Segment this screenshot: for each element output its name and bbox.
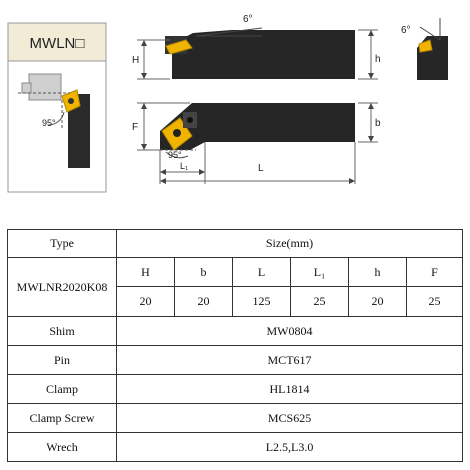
row-label-clamp-screw: Clamp Screw xyxy=(8,404,117,433)
val-h: 20 xyxy=(349,287,407,317)
model-label: MWLN□ xyxy=(29,35,85,52)
row-value-clamp: HL1814 xyxy=(117,375,463,404)
size-header: Size(mm) xyxy=(117,230,463,258)
table-header-row xyxy=(8,230,463,258)
col-H: H xyxy=(117,258,175,287)
inset-angle: 95° xyxy=(42,118,56,128)
dim-h: h xyxy=(375,54,381,65)
table-row xyxy=(8,433,463,462)
row-value-shim: MW0804 xyxy=(117,317,463,346)
end-insert xyxy=(419,40,432,52)
type-header: Type xyxy=(8,230,117,258)
plan-angle: 95° xyxy=(168,150,182,160)
dim-F: F xyxy=(132,122,139,133)
spec-table xyxy=(7,229,463,462)
col-L: L xyxy=(233,258,291,287)
holder-end-view xyxy=(401,18,448,80)
model-cell: MWLNR2020K08 xyxy=(8,258,117,317)
row-value-clamp-screw: MCS625 xyxy=(117,404,463,433)
table-row xyxy=(8,346,463,375)
row-label-shim: Shim xyxy=(8,317,117,346)
dim-b: b xyxy=(375,118,381,129)
col-b: b xyxy=(175,258,233,287)
dimension-header-row xyxy=(8,258,463,287)
table-row xyxy=(8,375,463,404)
side-angle: 6° xyxy=(401,25,411,36)
row-label-clamp: Clamp xyxy=(8,375,117,404)
table-row xyxy=(8,404,463,433)
inset-panel xyxy=(8,23,106,192)
holder-elevation xyxy=(132,14,381,79)
tool-drawing xyxy=(0,0,470,205)
top-angle: 6° xyxy=(243,14,253,25)
row-value-wrench: L2.5,L3.0 xyxy=(117,433,463,462)
row-value-pin: MCT617 xyxy=(117,346,463,375)
val-L1: 25 xyxy=(291,287,349,317)
val-L: 125 xyxy=(233,287,291,317)
col-F: F xyxy=(407,258,463,287)
row-label-wrench: Wrech xyxy=(8,433,117,462)
val-b: 20 xyxy=(175,287,233,317)
val-F: 25 xyxy=(407,287,463,317)
holder-plan xyxy=(132,103,381,184)
table-row xyxy=(8,317,463,346)
val-H: 20 xyxy=(117,287,175,317)
dim-L1: L₁ xyxy=(180,161,189,171)
col-L1: L₁ xyxy=(291,258,349,287)
dim-H: H xyxy=(132,55,140,66)
col-h: h xyxy=(349,258,407,287)
row-label-pin: Pin xyxy=(8,346,117,375)
dim-L: L xyxy=(258,163,264,174)
